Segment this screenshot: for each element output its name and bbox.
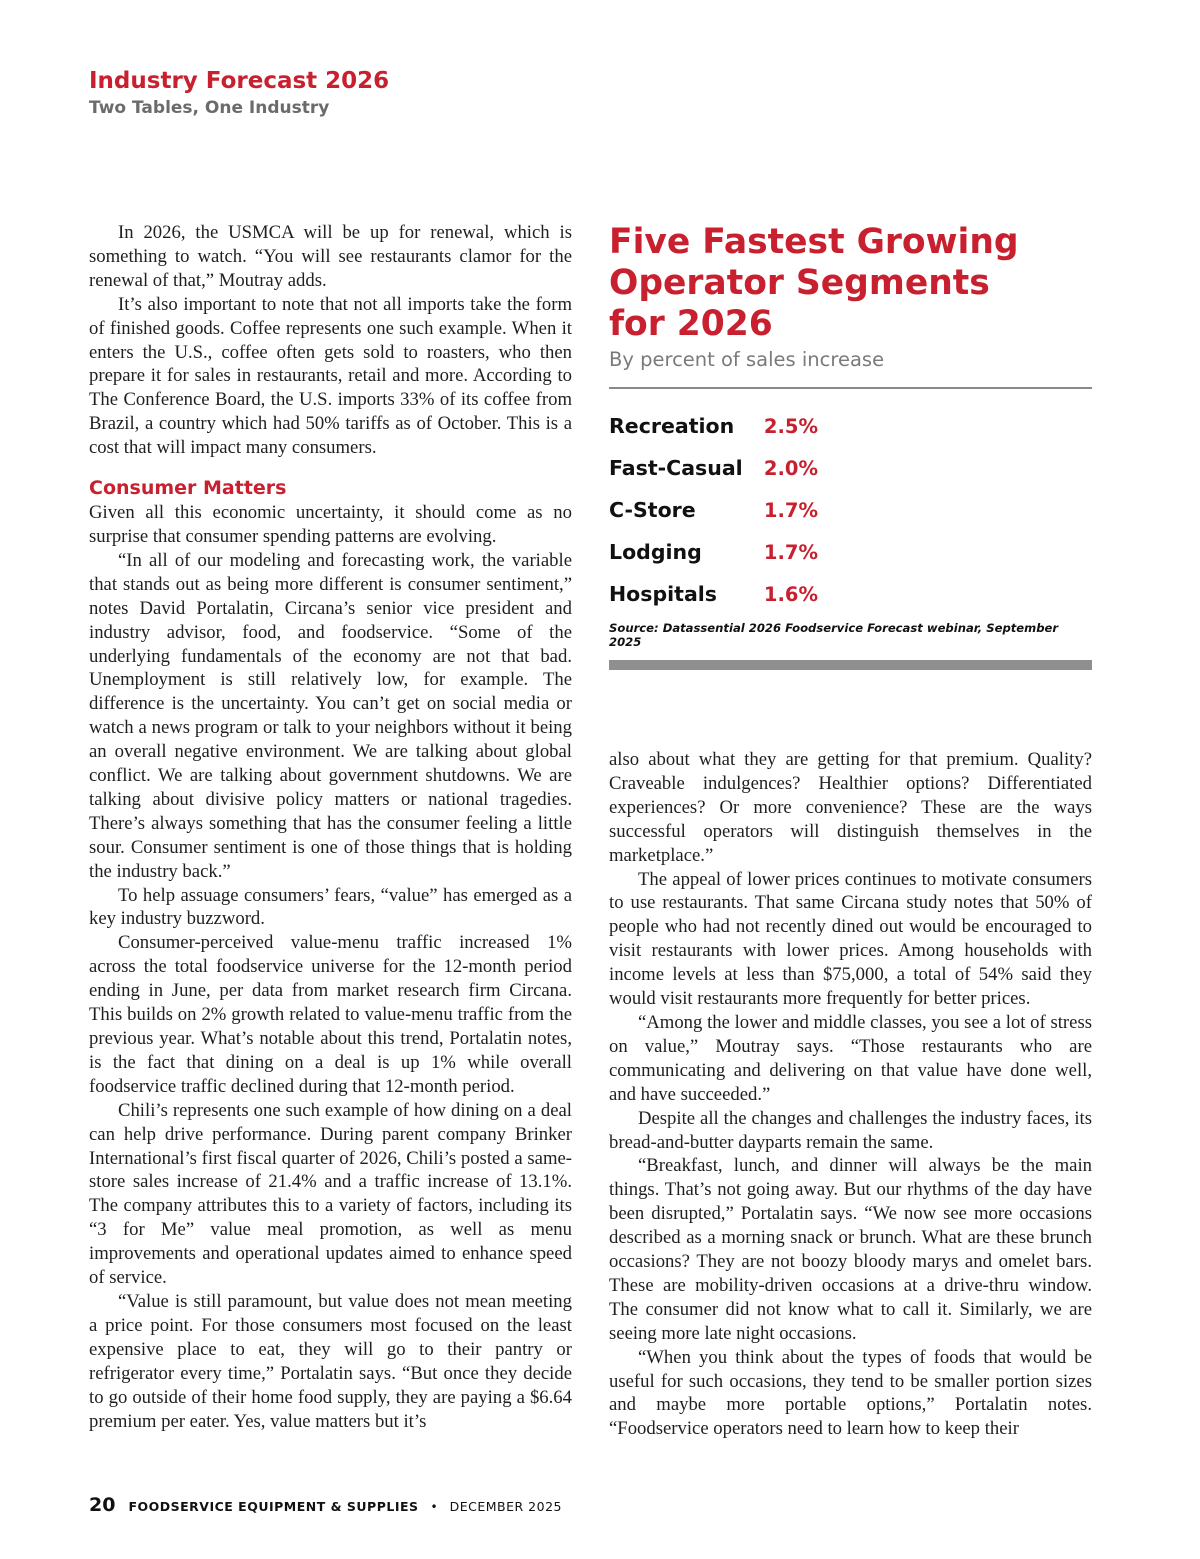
segment-value: 2.5%	[763, 414, 818, 438]
body-paragraph: “Breakfast, lunch, and dinner will always be the main things. That’s not going away. But our rhythms of the day have been disrupted,” Portalatin says. “We now see more occasions described as a morning snack or brunch. What are these brunch occasions? They are not boozy bloody marys and omelet bars. These are mobility-driven occasions at a drive-thru window. The consumer did not know what to call it. Similarly, we are seeing more late night occasions.	[609, 1155, 1092, 1344]
section-subtitle: Two Tables, One Industry	[89, 98, 330, 118]
body-paragraph: also about what they are getting for that premium. Quality? Craveable indulgences? Healthier options? Differentiated experiences? Or more convenience? These are the ways successful operators will distinguish themselves in the marketplace.”	[609, 749, 1092, 866]
segment-value: 1.7%	[763, 498, 818, 522]
body-paragraph: The appeal of lower prices continues to motivate consumers to use restaurants. That same Circana study notes that 50% of people who had not recently dined out would be encouraged to visit restaurants with lower prices. Among households with income levels at less than $75,000, a total of 54% said they would visit restaurants more frequently for better prices.	[609, 868, 1092, 1010]
body-paragraph: “Among the lower and middle classes, you see a lot of stress on value,” Moutray says. “Those restaurants who are communicating and delivering on that value have done well, and have succeeded.”	[609, 1011, 1092, 1105]
sidebar-title	[609, 222, 1092, 345]
segment-row	[609, 531, 1092, 573]
footer-separator: •	[430, 1500, 438, 1514]
segment-value: 1.7%	[763, 540, 818, 564]
section-title: Industry Forecast 2026	[89, 68, 390, 94]
page-header	[89, 66, 389, 120]
body-paragraph: To help assuage consumers’ fears, “value” has emerged as a key industry buzzword.	[89, 884, 572, 930]
body-paragraph: It’s also important to note that not all imports take the form of finished goods. Coffee represents one such example. When it enters the U.S., coffee often gets sold to roasters, who then prepare it for sales in restaurants, retail and more. According to The Conference Board, the U.S. imports 33% of its coffee from Brazil, a country which had 50% tariffs as of October. This is a cost that will impact many consumers.	[89, 293, 572, 459]
body-paragraph: In 2026, the USMCA will be up for renewal, which is something to watch. “You will see restaurants clamor for the renewal of that,” Moutray adds.	[89, 222, 572, 291]
body-paragraph: Chili’s represents one such example of how dining on a deal can help drive performance. During parent company Brinker International’s first fiscal quarter of 2026, Chili’s posted a same-store sales increase of 21.4% and a traffic increase of 13.1%. The company attributes this to a variety of factors, including its “3 for Me” value meal promotion, as well as menu improvements and operational updates aimed to enhance speed of service.	[89, 1099, 572, 1289]
segment-row	[609, 405, 1092, 447]
segment-name: Lodging	[609, 540, 702, 564]
left-column	[89, 221, 572, 1433]
sidebar-title-line: for 2026	[609, 304, 773, 344]
divider	[609, 387, 1092, 389]
segment-row	[609, 573, 1092, 615]
sidebar-title-line: Five Fastest Growing	[609, 222, 1019, 262]
segment-name: Fast-Casual	[609, 456, 743, 480]
body-paragraph: “In all of our modeling and forecasting work, the variable that stands out as being more different is consumer sentiment,” notes David Portalatin, Circana’s senior vice president and industry advisor, food, and foodservice. “Some of the underlying fundamentals of the economy are not that bad. Unemployment is still relatively low, for example. The difference is the uncertainty. You can’t get on social media or watch a news program or talk to your neighbors without it being an overall negative environment. We are talking about global conflict. We are talking about government shutdowns. We are talking about divisive policy matters or national tragedies. There’s always something that has the consumer feeling a little sour. Consumer sentiment is one of those things that is holding the industry back.”	[89, 549, 572, 882]
segment-value: 1.6%	[763, 582, 818, 606]
sidebar-subtitle: By percent of sales increase	[609, 348, 885, 371]
fastest-growing-segments-sidebar	[609, 222, 1092, 649]
right-column	[609, 748, 1092, 1441]
body-paragraph: Given all this economic uncertainty, it should come as no surprise that consumer spending patterns are evolving.	[89, 502, 572, 547]
sidebar-title-line: Operator Segments	[609, 263, 990, 303]
body-paragraph: Consumer-perceived value-menu traffic increased 1% across the total foodservice universe for the 12-month period ending in June, per data from market research firm Circana. This builds on 2% growth related to value-menu traffic from the previous year. What’s notable about this trend, Portalatin notes, is the fact that dining on a deal is up 1% while overall foodservice traffic declined during that 12-month period.	[89, 932, 572, 1097]
body-paragraph: Despite all the changes and challenges the industry faces, its bread-and-butter dayparts remain the same.	[609, 1107, 1092, 1153]
segment-name: Recreation	[609, 414, 735, 438]
magazine-name: FOODSERVICE EQUIPMENT & SUPPLIES	[128, 1499, 419, 1514]
segment-row	[609, 447, 1092, 489]
sidebar-bottom-bar	[609, 660, 1092, 670]
body-paragraph: “Value is still paramount, but value does not mean meeting a price point. For those consumers most focused on the least expensive place to eat, they will go to their pantry or refrigerator every time,” Portalatin says. “But once they decide to go outside of their home food supply, they are paying a $6.64 premium per eater. Yes, value matters but it’s	[89, 1290, 572, 1432]
page-footer	[89, 1494, 562, 1516]
segment-name: Hospitals	[609, 582, 718, 606]
sidebar-source: Source: Datassential 2026 Foodservice Forecast webinar, September 2025	[609, 621, 1059, 649]
subheading-consumer-matters: Consumer Matters	[89, 477, 287, 500]
segment-value: 2.0%	[763, 456, 818, 480]
segment-name: C-Store	[609, 498, 696, 522]
body-paragraph: “When you think about the types of foods that would be useful for such occasions, they tend to be smaller portion sizes and maybe more portable options,” Portalatin notes. “Foodservice operators need to learn how to keep their	[609, 1346, 1092, 1440]
segment-row	[609, 489, 1092, 531]
segment-list	[609, 405, 1092, 615]
page-number: 20	[89, 1494, 116, 1516]
issue-date: DECEMBER 2025	[449, 1499, 562, 1514]
